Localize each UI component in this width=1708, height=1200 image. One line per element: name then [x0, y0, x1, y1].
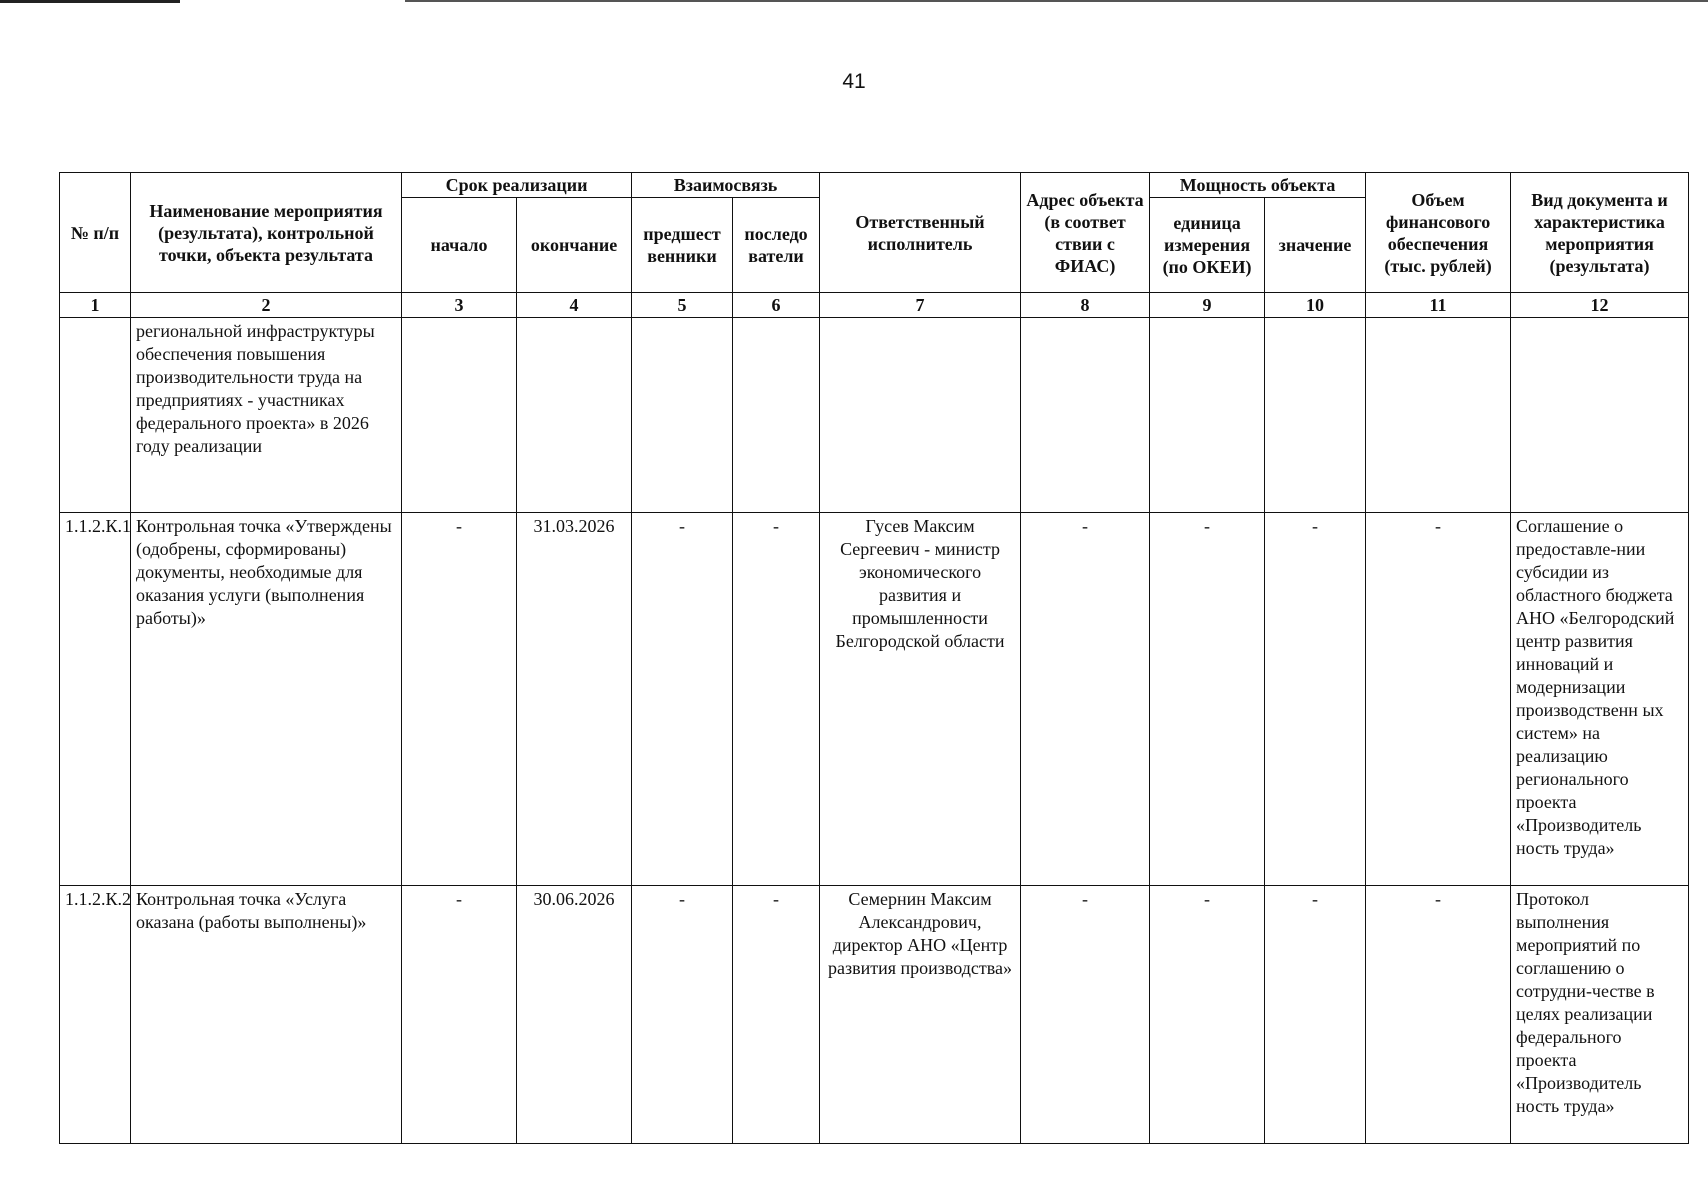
column-number: 7	[820, 293, 1021, 318]
cell-pred	[632, 318, 733, 513]
column-number: 3	[402, 293, 517, 318]
header-capacity: Мощность объекта	[1150, 173, 1366, 198]
top-border-line	[0, 0, 180, 3]
header-executor: Ответственный исполнитель	[820, 173, 1021, 293]
column-number: 6	[733, 293, 820, 318]
header-row	[60, 173, 1689, 198]
cell-end	[517, 318, 632, 513]
cell-finance	[1366, 318, 1511, 513]
table-row	[60, 886, 1689, 1144]
cell-name: Контрольная точка «Утверждены (одобрены, сформированы) документы, необходимые для оказания услуги (выполнения работы)»	[131, 513, 402, 886]
header-value: значение	[1265, 198, 1366, 293]
header-period: Срок реализации	[402, 173, 632, 198]
header-succ: последо ватели	[733, 198, 820, 293]
cell-succ	[733, 318, 820, 513]
cell-value	[1265, 318, 1366, 513]
header-pred: предшест венники	[632, 198, 733, 293]
cell-unit	[1150, 318, 1265, 513]
cell-executor: Семернин Максим Александрович, директор АНО «Центр развития производства»	[820, 886, 1021, 1144]
cell-start	[402, 318, 517, 513]
cell-address: -	[1021, 886, 1150, 1144]
column-number-row	[60, 293, 1689, 318]
column-number: 8	[1021, 293, 1150, 318]
cell-name: региональной инфраструктуры обеспечения повышения производительности труда на предприятиях - участниках федерального проекта» в 2026 году реализации	[131, 318, 402, 513]
column-number: 5	[632, 293, 733, 318]
project-plan-table	[59, 172, 1689, 1144]
header-finance: Объем финансового обеспечения (тыс. рублей)	[1366, 173, 1511, 293]
cell-executor: Гусев Максим Сергеевич - министр экономического развития и промышленности Белгородской области	[820, 513, 1021, 886]
cell-pred: -	[632, 886, 733, 1144]
column-number: 11	[1366, 293, 1511, 318]
header-unit: единица измерения (по ОКЕИ)	[1150, 198, 1265, 293]
cell-doc	[1511, 318, 1689, 513]
cell-finance: -	[1366, 886, 1511, 1144]
header-relation: Взаимосвязь	[632, 173, 820, 198]
cell-executor	[820, 318, 1021, 513]
cell-end: 31.03.2026	[517, 513, 632, 886]
cell-doc: Соглашение о предоставле-нии субсидии из областного бюджета АНО «Белгородский центр развития инноваций и модернизации производственн ых систем» на реализацию регионального проекта «Производитель ность труда»	[1511, 513, 1689, 886]
cell-num: 1.1.2.К.2	[60, 886, 131, 1144]
cell-num: 1.1.2.К.1	[60, 513, 131, 886]
column-number: 4	[517, 293, 632, 318]
cell-pred: -	[632, 513, 733, 886]
header-end: окончание	[517, 198, 632, 293]
header-doc: Вид документа и характеристика мероприятия (результата)	[1511, 173, 1689, 293]
column-number: 2	[131, 293, 402, 318]
header-start: начало	[402, 198, 517, 293]
table-row	[60, 318, 1689, 513]
header-name: Наименование мероприятия (результата), контрольной точки, объекта результата	[131, 173, 402, 293]
cell-unit: -	[1150, 886, 1265, 1144]
column-number: 9	[1150, 293, 1265, 318]
cell-succ: -	[733, 886, 820, 1144]
cell-unit: -	[1150, 513, 1265, 886]
cell-start: -	[402, 513, 517, 886]
cell-succ: -	[733, 513, 820, 886]
column-number: 10	[1265, 293, 1366, 318]
header-address: Адрес объекта (в соответ ствии с ФИАС)	[1021, 173, 1150, 293]
cell-end: 30.06.2026	[517, 886, 632, 1144]
header-num: № п/п	[60, 173, 131, 293]
cell-num	[60, 318, 131, 513]
cell-name: Контрольная точка «Услуга оказана (работы выполнены)»	[131, 886, 402, 1144]
cell-value: -	[1265, 513, 1366, 886]
page-number: 41	[842, 70, 866, 93]
top-border-line	[405, 0, 1708, 2]
cell-finance: -	[1366, 513, 1511, 886]
column-number: 1	[60, 293, 131, 318]
cell-address: -	[1021, 513, 1150, 886]
cell-value: -	[1265, 886, 1366, 1144]
column-number: 12	[1511, 293, 1689, 318]
cell-start: -	[402, 886, 517, 1144]
table-row	[60, 513, 1689, 886]
cell-address	[1021, 318, 1150, 513]
cell-doc: Протокол выполнения мероприятий по соглашению о сотрудни-честве в целях реализации федерального проекта «Производитель ность труда»	[1511, 886, 1689, 1144]
